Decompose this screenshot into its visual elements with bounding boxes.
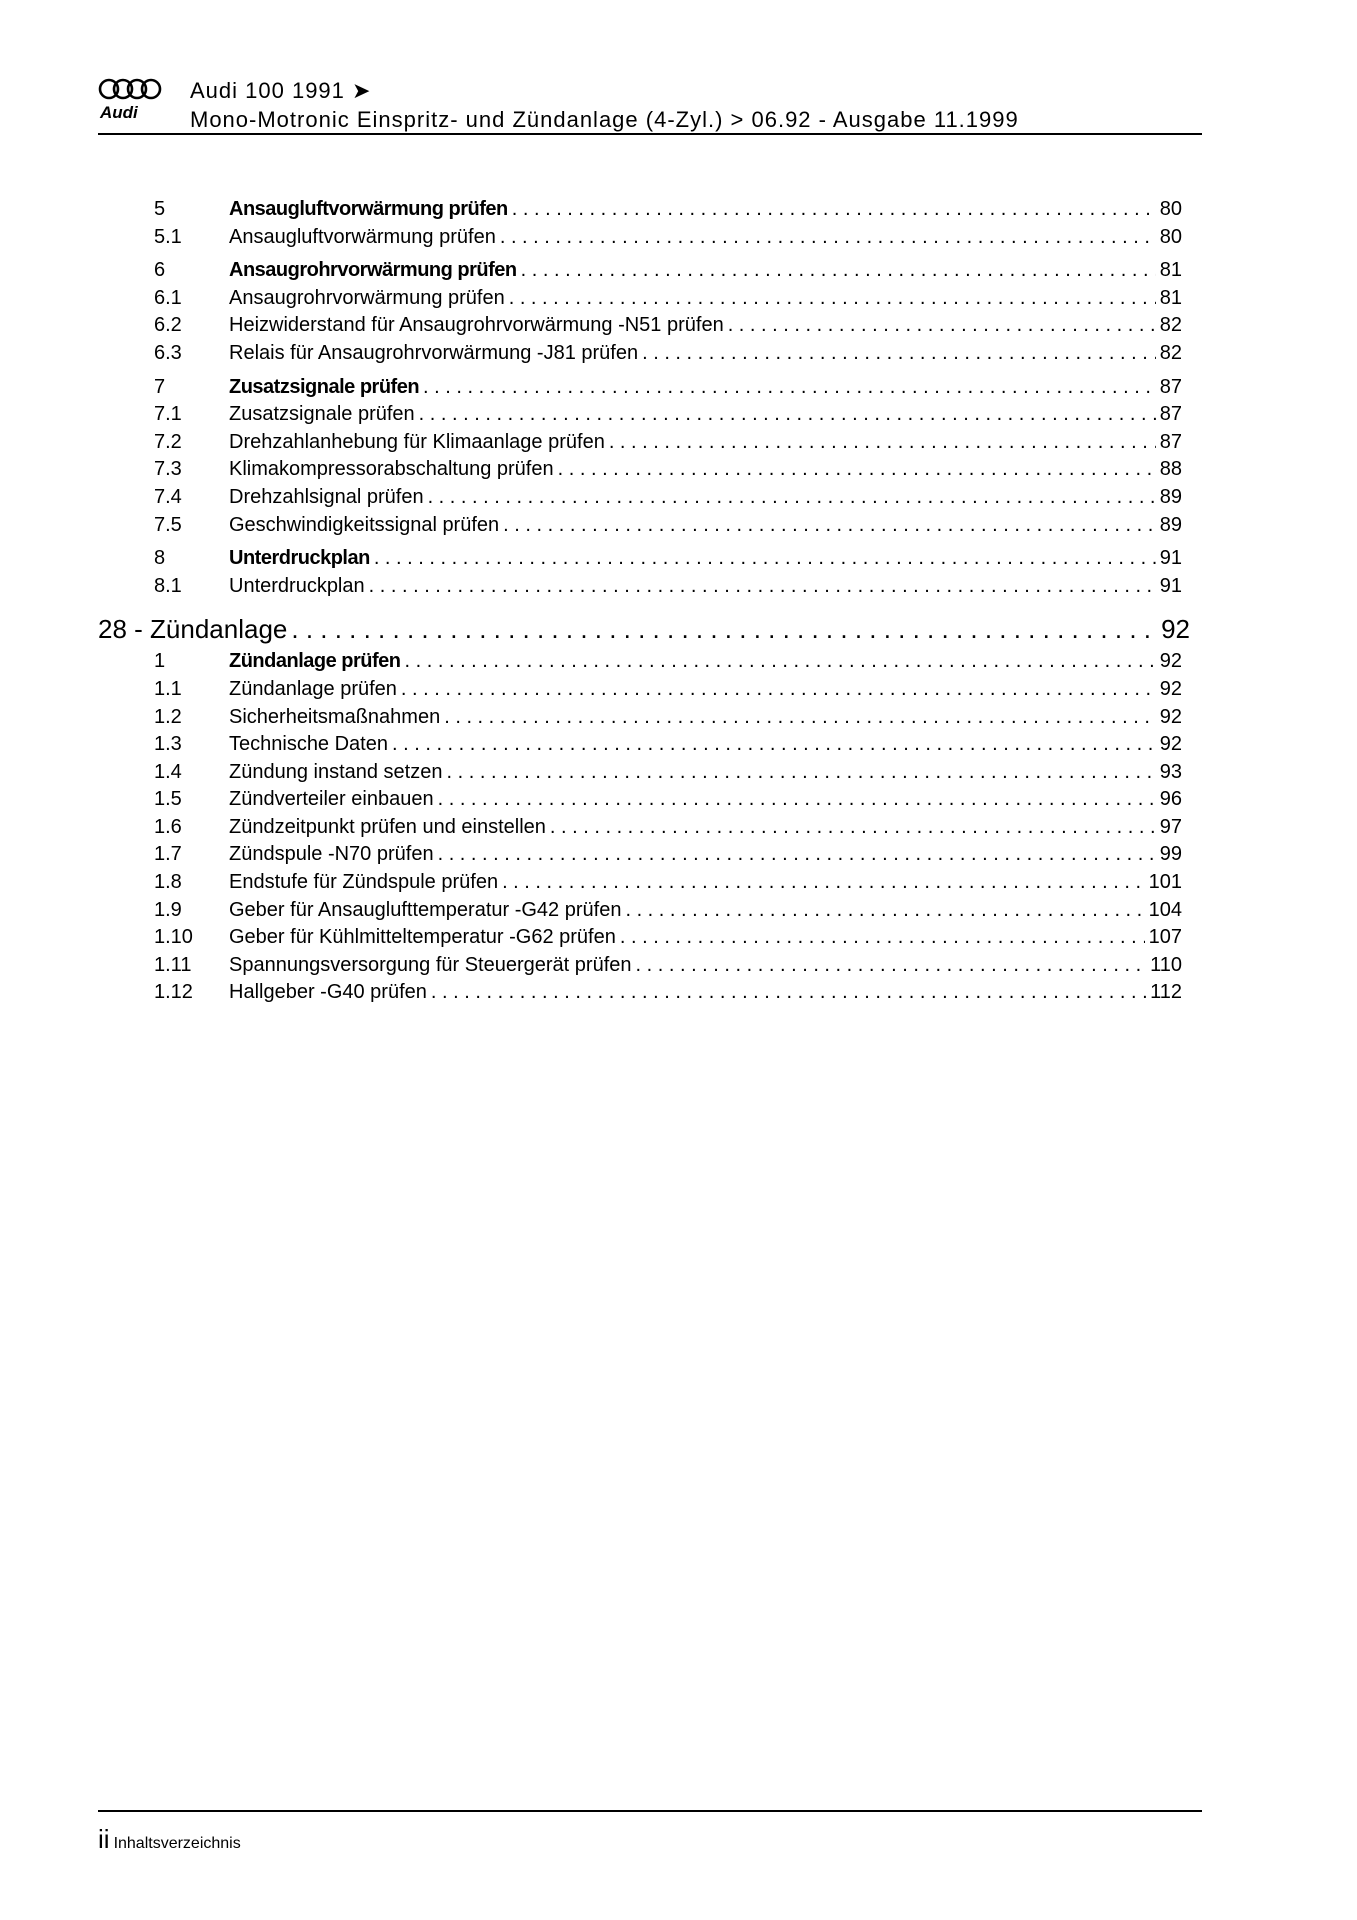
toc-entry[interactable]	[98, 704, 1190, 732]
toc-entry-page: 91	[1159, 574, 1182, 597]
audi-wordmark: Audi	[100, 103, 138, 122]
toc-entry[interactable]	[98, 869, 1190, 897]
toc-entry-title: Relais für Ansaugrohrvorwärmung -J81 prüfen	[229, 341, 639, 364]
toc-entry[interactable]	[98, 841, 1190, 869]
toc-entry-page: 87	[1159, 375, 1182, 398]
toc-entry-title: Ansaugluftvorwärmung prüfen	[229, 225, 496, 248]
toc-dot-leader	[444, 704, 1156, 732]
toc-entry[interactable]	[98, 374, 1190, 402]
toc-entry-page: 88	[1159, 458, 1182, 481]
toc-entry-title: Zusatzsignale prüfen	[229, 375, 420, 398]
toc-entry-number: 7.2	[154, 430, 182, 453]
toc-entry[interactable]	[98, 196, 1190, 224]
toc-entry-page: 107	[1148, 926, 1182, 949]
toc-entry-number: 1.9	[154, 898, 182, 921]
toc-entry[interactable]	[98, 952, 1190, 980]
toc-dot-leader	[558, 456, 1156, 484]
toc-dot-leader	[438, 841, 1156, 869]
toc-entry[interactable]	[98, 456, 1190, 484]
footer-page-number: ii	[98, 1824, 110, 1854]
toc-entry[interactable]	[98, 312, 1190, 340]
header-divider	[98, 133, 1202, 135]
toc-dot-leader	[503, 512, 1156, 540]
header-subtitle: Mono-Motronic Einspritz- und Zündanlage (4-Zyl.) > 06.92 - Ausgabe 11.1999	[190, 107, 1019, 132]
toc-entry-page: 82	[1159, 314, 1182, 337]
toc-chapter-page: 92	[1161, 614, 1190, 645]
toc-dot-leader	[620, 924, 1145, 952]
toc-entry-title: Sicherheitsmaßnahmen	[229, 705, 441, 728]
toc-entry-page: 101	[1148, 871, 1182, 894]
toc-entry-title: Spannungsversorgung für Steuergerät prüfen	[229, 953, 632, 976]
toc-entry[interactable]	[98, 648, 1190, 676]
toc-entry[interactable]	[98, 731, 1190, 759]
toc-dot-leader	[625, 897, 1144, 925]
toc-entry[interactable]	[98, 429, 1190, 457]
toc-entry-page: 80	[1159, 225, 1182, 248]
toc-entry-number: 5.1	[154, 225, 182, 248]
toc-chapter-title: 28 - Zündanlage	[98, 614, 288, 645]
toc-entry-title: Klimakompressorabschaltung prüfen	[229, 458, 554, 481]
toc-entry-title: Endstufe für Zündspule prüfen	[229, 871, 499, 894]
toc-entry-title: Zusatzsignale prüfen	[229, 403, 415, 426]
toc-entry-number: 7.5	[154, 513, 182, 536]
toc-dot-leader	[369, 573, 1156, 601]
toc-entry-title: Zündzeitpunkt prüfen und einstellen	[229, 815, 546, 838]
toc-entry-page: 92	[1159, 733, 1182, 756]
toc-dot-leader	[423, 374, 1156, 402]
toc-entry[interactable]	[98, 979, 1190, 1007]
toc-entry-title: Zündanlage prüfen	[229, 650, 401, 673]
toc-entry-title: Geber für Ansauglufttemperatur -G42 prüfen	[229, 898, 622, 921]
toc-entry[interactable]	[98, 786, 1190, 814]
toc-dot-leader	[512, 196, 1156, 224]
toc-entry-number: 1.7	[154, 843, 182, 866]
toc-entry-number: 1.11	[154, 953, 192, 976]
toc-entry-title: Drehzahlsignal prüfen	[229, 485, 424, 508]
toc-entry-number: 7	[154, 375, 166, 398]
toc-entry-number: 7.3	[154, 458, 182, 481]
toc-dot-leader	[392, 731, 1156, 759]
toc-dot-leader	[609, 429, 1156, 457]
toc-dot-leader	[438, 786, 1156, 814]
toc-entry-page: 92	[1159, 705, 1182, 728]
toc-entry[interactable]	[98, 924, 1190, 952]
toc-entry-number: 1.12	[154, 981, 193, 1004]
toc-dot-leader	[509, 285, 1156, 313]
toc-entry-page: 104	[1148, 898, 1182, 921]
toc-dot-leader	[642, 340, 1156, 368]
toc-entry[interactable]	[98, 545, 1190, 573]
toc-entry-title: Zündung instand setzen	[229, 760, 443, 783]
toc-entry-page: 92	[1159, 650, 1182, 673]
toc-entry-title: Heizwiderstand für Ansaugrohrvorwärmung -N51 prüfen	[229, 314, 724, 337]
toc-entry-number: 1.8	[154, 871, 182, 894]
toc-entry-title: Ansaugluftvorwärmung prüfen	[229, 198, 508, 220]
toc-entry-number: 1.10	[154, 926, 193, 949]
toc-entry-page: 89	[1159, 485, 1182, 508]
toc-dot-leader	[291, 612, 1157, 646]
toc-entry-number: 6.2	[154, 314, 182, 337]
toc-chapter-entry[interactable]	[98, 612, 1190, 646]
toc-entry[interactable]	[98, 759, 1190, 787]
toc-entry-number: 1.5	[154, 788, 182, 811]
toc-entry-page: 81	[1159, 286, 1182, 309]
toc-entry-title: Drehzahlanhebung für Klimaanlage prüfen	[229, 430, 605, 453]
toc-dot-leader	[521, 257, 1156, 285]
toc-entry-number: 7.4	[154, 485, 182, 508]
table-of-contents	[98, 190, 1190, 1007]
toc-entry-title: Unterdruckplan	[229, 574, 365, 597]
toc-dot-leader	[636, 952, 1147, 980]
toc-entry[interactable]	[98, 340, 1190, 368]
toc-entry-number: 1	[154, 650, 166, 673]
toc-entry[interactable]	[98, 401, 1190, 429]
toc-dot-leader	[728, 312, 1156, 340]
toc-entry-number: 1.4	[154, 760, 182, 783]
toc-entry[interactable]	[98, 814, 1190, 842]
toc-dot-leader	[500, 224, 1156, 252]
toc-entry-page: 82	[1159, 341, 1182, 364]
toc-entry-title: Zündanlage prüfen	[229, 677, 397, 700]
toc-entry-page: 87	[1159, 403, 1182, 426]
toc-dot-leader	[374, 545, 1156, 573]
toc-entry-page: 89	[1159, 513, 1182, 536]
toc-entry-title: Zündspule -N70 prüfen	[229, 843, 434, 866]
toc-entry[interactable]	[98, 573, 1190, 601]
audi-logo-icon	[98, 78, 180, 122]
toc-entry[interactable]	[98, 257, 1190, 285]
toc-entry-number: 8.1	[154, 574, 182, 597]
toc-entry-page: 97	[1159, 815, 1182, 838]
toc-entry-number: 1.6	[154, 815, 182, 838]
toc-entry[interactable]	[98, 224, 1190, 252]
toc-dot-leader	[550, 814, 1156, 842]
toc-entry-page: 93	[1159, 760, 1182, 783]
toc-entry-page: 96	[1159, 788, 1182, 811]
toc-entry[interactable]	[98, 897, 1190, 925]
toc-dot-leader	[431, 979, 1146, 1007]
toc-dot-leader	[502, 869, 1145, 897]
toc-entry-title: Technische Daten	[229, 733, 388, 756]
toc-entry-title: Hallgeber -G40 prüfen	[229, 981, 427, 1004]
toc-entry-number: 6.1	[154, 286, 182, 309]
toc-entry-page: 112	[1150, 981, 1182, 1004]
toc-entry[interactable]	[98, 285, 1190, 313]
toc-entry-title: Ansaugrohrvorwärmung prüfen	[229, 259, 517, 282]
toc-dot-leader	[428, 484, 1156, 512]
toc-dot-leader	[447, 759, 1156, 787]
toc-entry-title: Ansaugrohrvorwärmung prüfen	[229, 286, 505, 309]
footer-label: Inhaltsverzeichnis	[113, 1835, 241, 1852]
toc-entry-page: 92	[1159, 677, 1182, 700]
toc-entry-number: 6	[154, 259, 166, 282]
toc-entry-number: 8	[154, 547, 166, 570]
toc-entry-page: 80	[1159, 198, 1182, 220]
toc-entry-number: 7.1	[154, 403, 182, 426]
toc-entry[interactable]	[98, 676, 1190, 704]
toc-entry-page: 99	[1159, 843, 1182, 866]
toc-dot-leader	[405, 648, 1156, 676]
toc-entry-title: Geschwindigkeitssignal prüfen	[229, 513, 500, 536]
toc-entry-number: 1.3	[154, 733, 182, 756]
toc-entry-page: 81	[1159, 259, 1182, 282]
toc-entry-page: 110	[1150, 953, 1182, 976]
toc-dot-leader	[419, 401, 1156, 429]
toc-entry-title: Geber für Kühlmitteltemperatur -G62 prüfen	[229, 926, 616, 949]
toc-entry-title: Unterdruckplan	[229, 547, 370, 570]
toc-entry-page: 91	[1159, 547, 1182, 570]
toc-entry-number: 1.1	[154, 677, 182, 700]
toc-entry-title: Zündverteiler einbauen	[229, 788, 434, 811]
toc-entry[interactable]	[98, 484, 1190, 512]
toc-dot-leader	[401, 676, 1156, 704]
toc-entry-number: 6.3	[154, 341, 182, 364]
toc-entry[interactable]	[98, 512, 1190, 540]
toc-entry-page: 87	[1159, 430, 1182, 453]
page-footer	[98, 1824, 241, 1855]
toc-entry-number: 1.2	[154, 705, 182, 728]
footer-divider	[98, 1810, 1202, 1812]
header-title: Audi 100 1991 ➤	[190, 78, 372, 103]
toc-entry-number: 5	[154, 198, 166, 220]
